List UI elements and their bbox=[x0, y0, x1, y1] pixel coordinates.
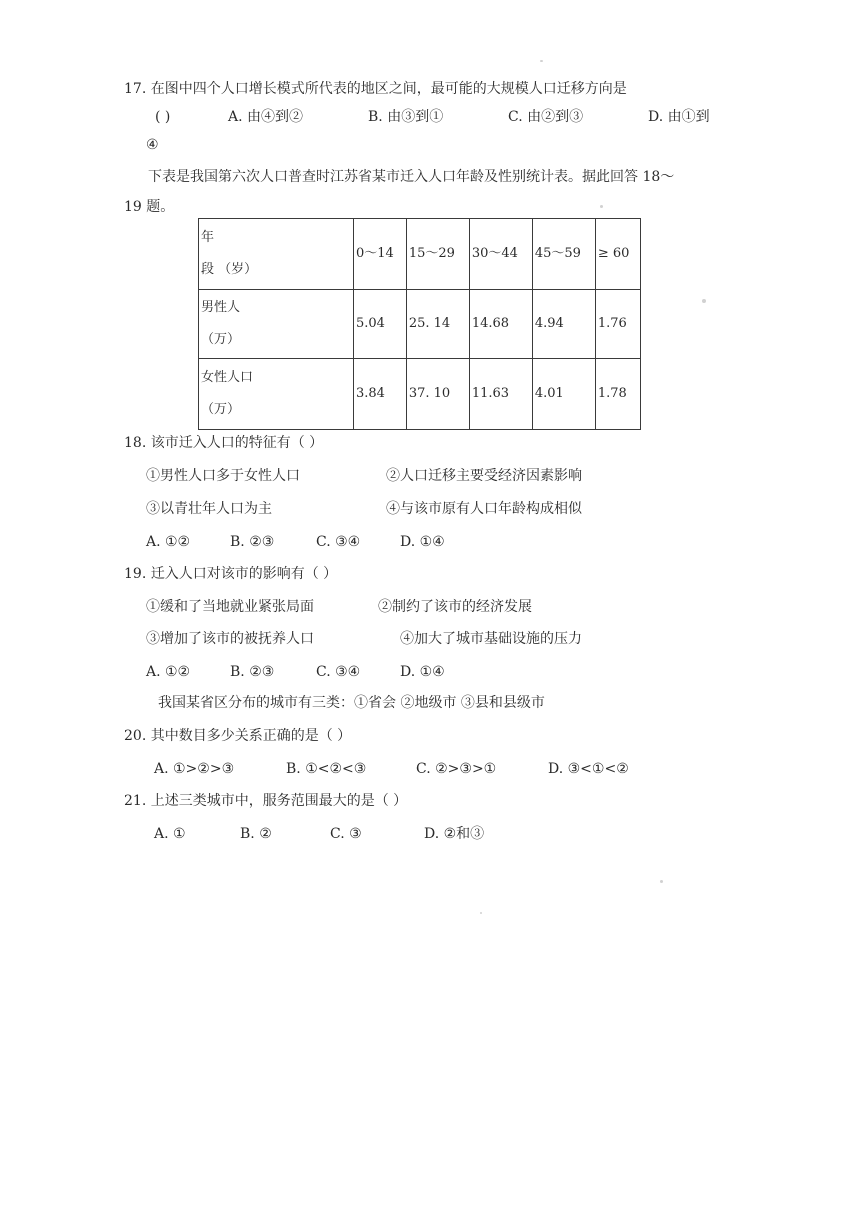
q19-statement-1: ①缓和了当地就业紧张局面 bbox=[146, 599, 314, 615]
q21-option-a: A. ① bbox=[154, 826, 186, 842]
q17-option-b: B. 由③到① bbox=[368, 109, 444, 125]
scan-speck bbox=[660, 880, 663, 883]
table-row-female bbox=[199, 359, 641, 430]
row-label-male: 男性人 （万） bbox=[199, 290, 354, 359]
q17-answer-paren: ( ) bbox=[155, 109, 171, 125]
q19-option-b: B. ②③ bbox=[230, 664, 275, 680]
q21-option-b: B. ② bbox=[240, 826, 272, 842]
value-cell: 1.76 bbox=[595, 290, 640, 359]
q18-statement-3: ③以青壮年人口为主 bbox=[146, 501, 272, 517]
age-group-cell: ≥ 60 bbox=[595, 219, 640, 290]
q18-option-d: D. ①④ bbox=[400, 534, 445, 550]
q18-stem: 18. 该市迁入人口的特征有（ ） bbox=[124, 435, 324, 451]
q17-option-a: A. 由④到② bbox=[228, 109, 304, 125]
q21-stem: 21. 上述三类城市中，服务范围最大的是（ ） bbox=[124, 793, 408, 809]
q18-option-b: B. ②③ bbox=[230, 534, 275, 550]
scan-speck bbox=[702, 299, 706, 303]
age-group-cell: 30～44 bbox=[469, 219, 532, 290]
age-group-cell: 15～29 bbox=[406, 219, 469, 290]
q21-option-d: D. ②和③ bbox=[424, 826, 485, 842]
value-cell: 5.04 bbox=[354, 290, 407, 359]
table-header-row bbox=[199, 219, 641, 290]
value-cell: 14.68 bbox=[469, 290, 532, 359]
value-cell: 25. 14 bbox=[406, 290, 469, 359]
table-intro-line1: 下表是我国第六次人口普查时江苏省某市迁入人口年龄及性别统计表。据此回答 18～ bbox=[148, 169, 675, 185]
q19-statement-4: ④加大了城市基础设施的压力 bbox=[400, 631, 582, 647]
q19-statement-3: ③增加了该市的被抚养人口 bbox=[146, 631, 314, 647]
value-cell: 4.01 bbox=[532, 359, 595, 430]
q19-option-c: C. ③④ bbox=[316, 664, 361, 680]
q18-statement-1: ①男性人口多于女性人口 bbox=[146, 468, 300, 484]
q17-option-d: D. 由①到 bbox=[648, 109, 710, 125]
scan-speck bbox=[600, 205, 603, 208]
value-cell: 37. 10 bbox=[406, 359, 469, 430]
value-cell: 3.84 bbox=[354, 359, 407, 430]
q17-option-d-wrap: ④ bbox=[146, 137, 159, 153]
q20-option-a: A. ①>②>③ bbox=[154, 761, 235, 777]
scan-speck bbox=[480, 912, 482, 914]
scan-speck bbox=[540, 60, 543, 62]
q19-stem: 19. 迁入人口对该市的影响有（ ） bbox=[124, 566, 338, 582]
q21-option-c: C. ③ bbox=[330, 826, 362, 842]
q20-stem: 20. 其中数目多少关系正确的是（ ） bbox=[124, 728, 352, 744]
table-intro-line2: 19 题。 bbox=[124, 199, 175, 215]
q20-option-d: D. ③<①<② bbox=[548, 761, 629, 777]
q17-line1: 17. 在图中四个人口增长模式所代表的地区之间，最可能的大规模人口迁移方向是 bbox=[124, 81, 627, 97]
row-label-female: 女性人口 （万） bbox=[199, 359, 354, 430]
q19-statement-2: ②制约了该市的经济发展 bbox=[378, 599, 532, 615]
q18-statement-4: ④与该市原有人口年龄构成相似 bbox=[386, 501, 582, 517]
value-cell: 11.63 bbox=[469, 359, 532, 430]
cities-intro: 我国某省区分布的城市有三类：①省会 ②地级市 ③县和县级市 bbox=[158, 695, 545, 711]
q18-statement-2: ②人口迁移主要受经济因素影响 bbox=[386, 468, 582, 484]
value-cell: 4.94 bbox=[532, 290, 595, 359]
q18-option-c: C. ③④ bbox=[316, 534, 361, 550]
age-group-cell: 0～14 bbox=[354, 219, 407, 290]
age-group-cell: 45～59 bbox=[532, 219, 595, 290]
table-header-label: 年 段 （岁） bbox=[199, 219, 354, 290]
q19-option-d: D. ①④ bbox=[400, 664, 445, 680]
migration-stats-table bbox=[198, 218, 641, 430]
value-cell: 1.78 bbox=[595, 359, 640, 430]
q18-option-a: A. ①② bbox=[146, 534, 191, 550]
q19-option-a: A. ①② bbox=[146, 664, 191, 680]
q20-option-c: C. ②>③>① bbox=[416, 761, 497, 777]
q20-option-b: B. ①<②<③ bbox=[286, 761, 367, 777]
table-row-male bbox=[199, 290, 641, 359]
q17-option-c: C. 由②到③ bbox=[508, 109, 584, 125]
